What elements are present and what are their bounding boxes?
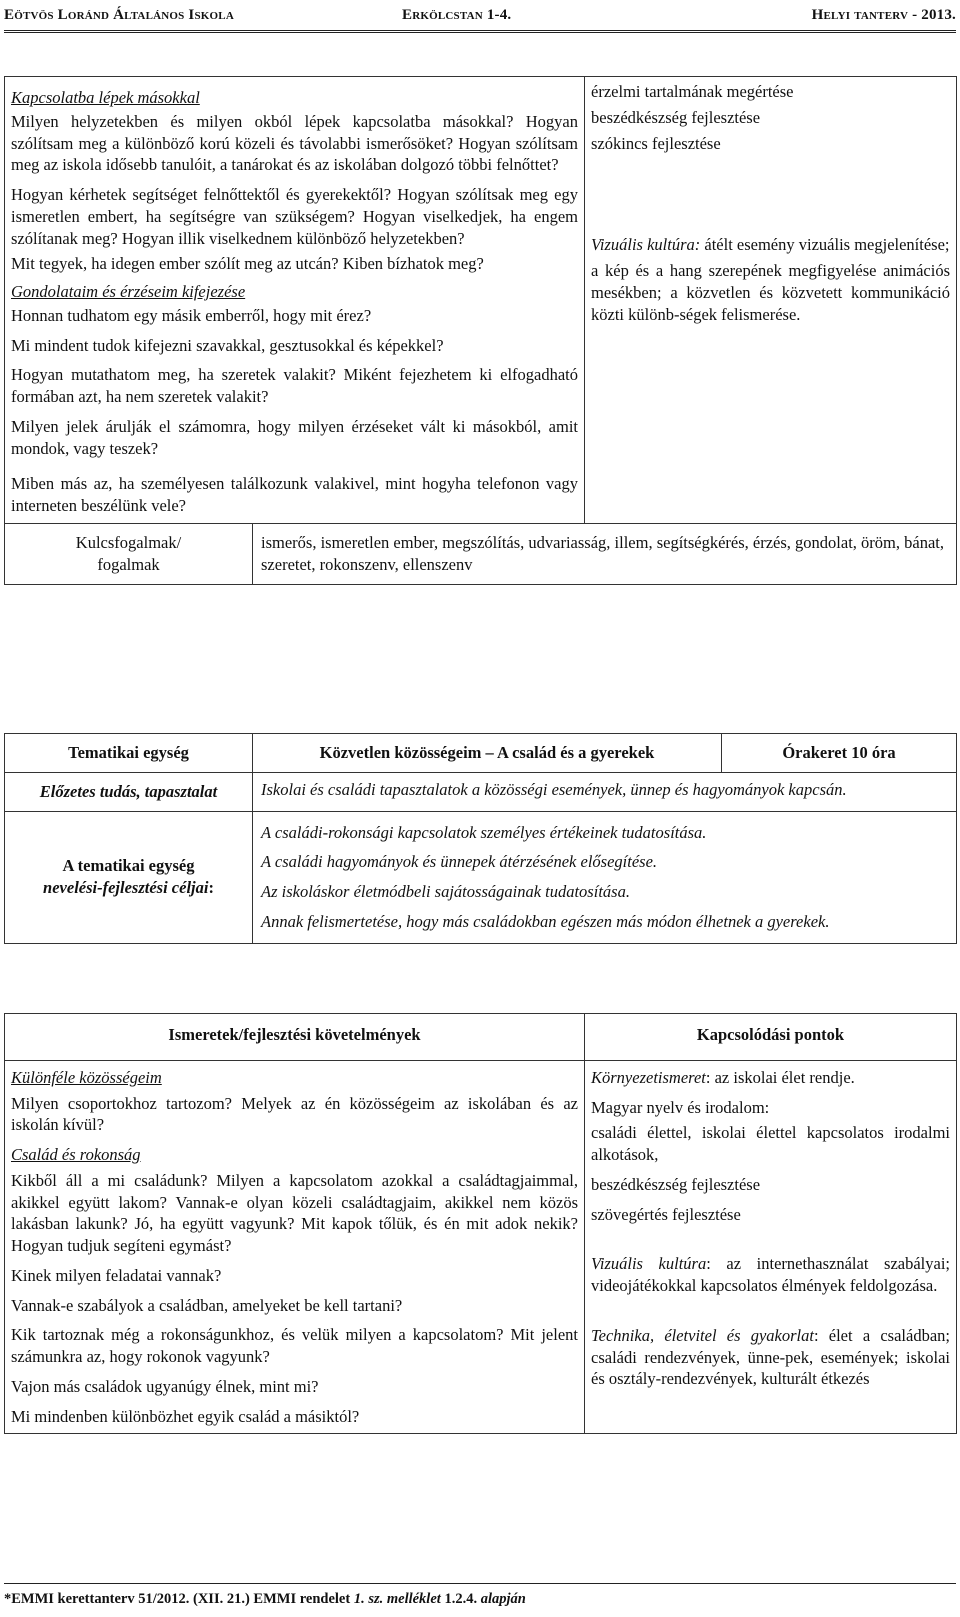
req-p3: Kinek milyen feladatai vannak? bbox=[11, 1265, 222, 1285]
text-q1: Milyen helyzetekben és milyen okból lépek kapcsolatba másokkal? Hogyan szólítsam meg a különböző korú közeli és távolabbi ismerősöket? Hogyan szólítsam meg az iskola idősebb tanulóit, a tanárokat és az iskolában dolgozó többi felnőttet? bbox=[11, 111, 579, 175]
text-q3: Mit tegyek, ha idegen ember szólít meg az utcán? Kiben bízhatok meg? bbox=[11, 254, 484, 274]
footer-part1: *EMMI kerettanterv 51/2012. (XII. 21.) EMMI rendelet bbox=[4, 1591, 354, 1607]
header-curriculum: Helyi tanterv - 2013. bbox=[811, 7, 956, 23]
keywords-label-1: Kulcsfogalmak/ bbox=[75, 533, 182, 553]
text-q4: Honnan tudhatom egy másik emberről, hogy mit érez? bbox=[11, 305, 372, 325]
goal-4: Annak felismertetése, hogy más családokban egészen más módon élhetnek a gyerekek. bbox=[261, 911, 830, 931]
right-r4-text: átélt esemény vizuális megjelenítése; bbox=[700, 235, 950, 255]
top-left-cell bbox=[5, 77, 585, 524]
req-left-cell bbox=[5, 1060, 585, 1434]
right-r5: a kép és a hang szerepének megfigyelése animációs mesékben; a közvetlen és közvetett kommunikáció közti különb-ségek felismerése. bbox=[591, 261, 951, 324]
k6-text: : az internethasználat szabályai; videojátékokkal kapcsolatos élmények feldolgozása. bbox=[591, 1254, 950, 1296]
prior-text: Iskolai és családi tapasztalatok a közösségi események, ünnep és hagyományok kapcsán. bbox=[261, 779, 847, 799]
unit-label: Tematikai egység bbox=[68, 743, 189, 762]
prior-label-cell bbox=[5, 772, 253, 811]
k5: szövegértés fejlesztése bbox=[591, 1204, 741, 1224]
unit-title-cell bbox=[253, 734, 722, 773]
goals-label-1: A tematikai egység bbox=[62, 856, 195, 876]
page-header bbox=[4, 6, 956, 33]
footer-part3: 1.2.4. bbox=[440, 1591, 481, 1607]
k1-label: Környezetismeret bbox=[591, 1067, 706, 1087]
right-r1: érzelmi tartalmának megértése bbox=[591, 82, 794, 101]
footer-part4: alapján bbox=[480, 1591, 526, 1607]
req-table bbox=[4, 1013, 957, 1434]
goal-1: A családi-rokonsági kapcsolatok személyes értékeinek tudatosítása. bbox=[261, 822, 707, 842]
hours: Órakeret 10 óra bbox=[782, 743, 896, 762]
req-right-cell bbox=[585, 1060, 957, 1434]
prior-text-cell bbox=[253, 772, 957, 811]
goal-3: Az iskoláskor életmódbeli sajátosságainak tudatosítása. bbox=[261, 882, 630, 902]
k7-label: Technika, életvitel és gyakorlat bbox=[591, 1325, 814, 1345]
page-footer bbox=[4, 1583, 956, 1609]
req-p1: Milyen csoportokhoz tartozom? Melyek az én közösségeim az iskolában és az iskolán kívül? bbox=[11, 1093, 578, 1135]
prior-label: Előzetes tudás, tapasztalat bbox=[39, 781, 218, 801]
unit-table bbox=[4, 733, 957, 944]
k2: Magyar nyelv és irodalom: bbox=[591, 1097, 770, 1117]
heading-csalad: Család és rokonság bbox=[11, 1145, 141, 1165]
text-q5: Mi mindent tudok kifejezni szavakkal, gesztusokkal és képekkel? bbox=[11, 335, 444, 355]
keywords-text: ismerős, ismeretlen ember, megszólítás, udvariasság, illem, segítségkérés, érzés, gondolat, öröm, bánat, szeretet, rokonszenv, ellenszenv bbox=[261, 533, 944, 574]
right-r3: szókincs fejlesztése bbox=[591, 133, 721, 153]
k3: családi élettel, iskolai élettel kapcsolatos irodalmi alkotások, bbox=[591, 1123, 950, 1165]
k6-label: Vizuális kultúra bbox=[591, 1254, 707, 1274]
req-p2: Kikből áll a mi családunk? Milyen a kapcsolatom azokkal a családtagjaimmal, akikkel együtt lakom? Vannak-e olyan közeli családtagjaim, akikkel nem közös lakásban lakunk? Jó, ha együtt vagyunk? Mit kapok tőlük, és én mit adok nekik? Hogyan tudjuk segíteni egymást? bbox=[11, 1170, 578, 1256]
goals-cell bbox=[253, 811, 957, 943]
k7-text: : élet a családban; családi rendezvények, ünne-pek, események; iskolai és osztály-rendezvények, kulturált étkezés bbox=[591, 1325, 950, 1389]
text-q6: Hogyan mutathatom meg, ha szeretek valakit? Miként fejezhetem ki elfogadható formában azt, ha nem szeretek valakit? bbox=[11, 365, 579, 407]
heading-kapcsolatba: Kapcsolatba lépek másokkal bbox=[11, 88, 200, 107]
k1-text: : az iskolai élet rendje. bbox=[705, 1067, 855, 1087]
k4: beszédkészség fejlesztése bbox=[591, 1174, 761, 1194]
goals-label-cell bbox=[5, 811, 253, 943]
req-head-right: Kapcsolódási pontok bbox=[696, 1025, 845, 1044]
top-table bbox=[4, 76, 957, 585]
keywords-label-2: fogalmak bbox=[97, 554, 160, 574]
header-subject: Erkölcstan 1-4. bbox=[402, 7, 512, 23]
top-right-cell bbox=[585, 77, 957, 524]
req-head-left: Ismeretek/fejlesztési követelmények bbox=[168, 1025, 421, 1044]
keywords-cell bbox=[253, 524, 957, 585]
header-school: Eötvös Loránd Általános Iskola bbox=[4, 7, 234, 23]
goal-2: A családi hagyományok és ünnepek átérzésének elősegítése. bbox=[261, 852, 658, 872]
right-r2: beszédkészség fejlesztése bbox=[591, 107, 761, 127]
heading-kozossegeim: Különféle közösségeim bbox=[11, 1067, 162, 1087]
goals-label-colon: : bbox=[208, 878, 214, 898]
req-head-left-cell bbox=[5, 1014, 585, 1061]
unit-title: Közvetlen közösségeim – A család és a gyerekek bbox=[319, 743, 655, 762]
keywords-label-cell bbox=[5, 524, 253, 585]
unit-label-cell bbox=[5, 734, 253, 773]
req-p6: Vajon más családok ugyanúgy élnek, mint mi? bbox=[11, 1376, 319, 1396]
goals-label-2: nevelési-fejlesztési céljai bbox=[43, 878, 209, 898]
right-r4-label: Vizuális kultúra: bbox=[591, 235, 701, 255]
hours-cell bbox=[722, 734, 957, 773]
text-q8: Miben más az, ha személyesen találkozunk valakivel, mint hogyha telefonon vagy interneten beszélünk vele? bbox=[11, 474, 579, 516]
footer-part2: 1. sz. melléklet bbox=[353, 1591, 441, 1607]
req-p7: Mi mindenben különbözhet egyik család a másiktól? bbox=[11, 1406, 360, 1426]
req-head-right-cell bbox=[585, 1014, 957, 1061]
heading-gondolataim: Gondolataim és érzéseim kifejezése bbox=[11, 282, 246, 302]
text-q7: Milyen jelek árulják el számomra, hogy milyen érzéseket vált ki másokból, amit mondok, vagy teszek? bbox=[11, 416, 579, 458]
text-q2: Hogyan kérhetek segítséget felnőttektől és gyerekektől? Hogyan szólítsak meg egy ismeretlen embert, ha segítségre van szükségem? Hogyan viselkedjek, ha engem szólítanak meg? Hogyan illik viselkednem különböző helyzetekben? bbox=[11, 185, 579, 248]
req-p5: Kik tartoznak még a rokonságunkhoz, és velük milyen a kapcsolatom? Mit jelent számunkra az, hogy rokonok vagyunk? bbox=[11, 1325, 578, 1367]
req-p4: Vannak-e szabályok a családban, amelyeket be kell tartani? bbox=[11, 1295, 403, 1315]
